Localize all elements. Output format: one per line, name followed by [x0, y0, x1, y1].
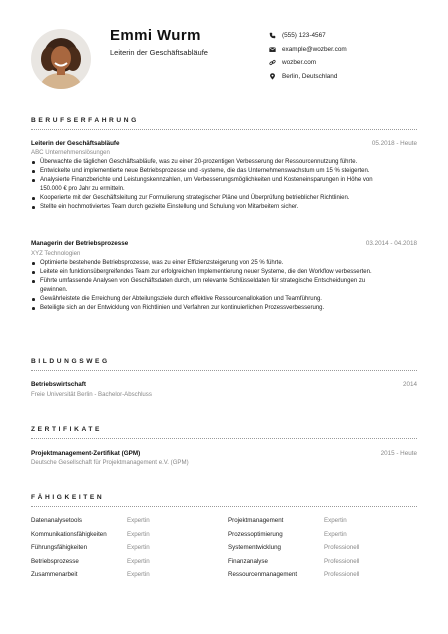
contact-website-text[interactable]: wozber.com	[282, 59, 317, 67]
experience-entry-1-company: ABC Unternehmenslösungen	[31, 149, 110, 156]
skill-name: Datenanalysetools	[31, 517, 82, 524]
skill-name: Finanzanalyse	[228, 558, 268, 565]
certificate-entry-title: Projektmanagement-Zertifikat (GPM)	[31, 450, 141, 457]
list-item: Stellte ein hochmotiviertes Team durch gezielte Einstellung und Schulung von Mitarbeitern sicher.	[31, 203, 391, 212]
certificates-heading: ZERTIFIKATE	[31, 426, 102, 433]
skill-level: Expertin	[127, 517, 150, 524]
experience-entry-2-date: 03.2014 - 04.2018	[365, 240, 417, 247]
list-item: Entwickelte und implementierte neue Betriebsprozesse und -systeme, die das Unternehmenswachstum um 15 % steigerten.	[31, 167, 391, 176]
list-item: Optimierte bestehende Betriebsprozesse, was zu einer Effizienzsteigerung von 25 % führte.	[31, 259, 391, 268]
candidate-name: Emmi Wurm	[110, 27, 201, 44]
education-divider	[31, 370, 417, 371]
list-item: Überwachte die täglichen Geschäftsabläufe, was zu einer 20-prozentigen Verbesserung der Ressourcennutzung führte.	[31, 158, 391, 167]
link-icon	[268, 59, 276, 67]
list-item: Beteiligte sich an der Entwicklung von Richtlinien und Verfahren zur kontinuierlichen Prozessverbesserung.	[31, 304, 391, 313]
list-item: Gewährleistete die Erreichung der Abteilungsziele durch effektive Ressourcenallokation und Teamführung.	[31, 295, 391, 304]
location-pin-icon	[268, 73, 276, 81]
experience-entry-1-header	[31, 140, 417, 147]
contact-location	[268, 70, 347, 84]
experience-entry-1-bullets	[31, 158, 391, 212]
experience-entry-2-title: Managerin der Betriebsprozesse	[31, 240, 129, 247]
experience-entry-2-bullets	[31, 259, 391, 313]
list-item: Analysierte Finanzberichte und Leistungskennzahlen, um Verbesserungsmöglichkeiten und Kosteneinsparungen in Höhe von 150.000 € pro Jahr zu ermitteln.	[31, 176, 391, 194]
list-item: Führte umfassende Analysen von Geschäftsdaten durch, um relevante Schlüsseldaten für strategische Entscheidungen zu gewinnen.	[31, 277, 391, 295]
experience-entry-1-date: 05.2018 - Heute	[371, 140, 417, 147]
contact-location-text: Berlin, Deutschland	[282, 73, 338, 81]
contact-phone	[268, 29, 347, 43]
mail-icon	[268, 45, 276, 53]
contact-phone-text: (555) 123-4567	[282, 32, 326, 40]
contact-email[interactable]	[268, 43, 347, 57]
list-item: Leitete ein funktionsübergreifendes Team zur erfolgreichen Implementierung neuer Systeme, die den Workflow verbesserten.	[31, 268, 391, 277]
skill-level: Expertin	[127, 544, 150, 551]
skill-name: Projektmanagement	[228, 517, 284, 524]
contact-website[interactable]	[268, 56, 347, 70]
skill-name: Kommunikationsfähigkeiten	[31, 531, 107, 538]
experience-divider	[31, 129, 417, 130]
skill-level: Professionell	[324, 571, 360, 578]
skill-level: Expertin	[324, 517, 347, 524]
phone-icon	[268, 32, 276, 40]
skill-level: Expertin	[127, 558, 150, 565]
certificates-divider	[31, 438, 417, 439]
skill-name: Zusammenarbeit	[31, 571, 78, 578]
experience-entry-2-header	[31, 240, 417, 247]
education-heading: BILDUNGSWEG	[31, 358, 110, 365]
contact-list	[268, 29, 347, 83]
candidate-job-title: Leiterin der Geschäftsabläufe	[110, 48, 208, 57]
education-entry-date: 2014	[402, 381, 417, 388]
certificate-entry-header	[31, 450, 417, 457]
skill-name: Betriebsprozesse	[31, 558, 79, 565]
certificate-entry-date: 2015 - Heute	[380, 450, 417, 457]
skill-name: Prozessoptimierung	[228, 531, 283, 538]
skill-name: Ressourcenmanagement	[228, 571, 298, 578]
skill-level: Professionell	[324, 544, 360, 551]
skill-level: Professionell	[324, 558, 360, 565]
experience-heading: BERUFSERFAHRUNG	[31, 117, 139, 124]
skills-divider	[31, 506, 417, 507]
education-entry-header	[31, 381, 417, 388]
skill-level: Expertin	[127, 531, 150, 538]
skills-heading: FÄHIGKEITEN	[31, 494, 105, 501]
skill-name: Führungsfähigkeiten	[31, 544, 88, 551]
profile-photo	[31, 29, 91, 89]
skill-level: Expertin	[127, 571, 150, 578]
experience-entry-2-company: XYZ Technologien	[31, 250, 81, 257]
skill-name: Systementwicklung	[228, 544, 281, 551]
skill-level: Expertin	[324, 531, 347, 538]
list-item: Kooperierte mit der Geschäftsleitung zur Formulierung strategischer Pläne und Überprüfung betrieblicher Richtlinien.	[31, 194, 391, 203]
contact-email-text[interactable]: example@wozber.com	[282, 45, 347, 53]
education-entry-institution: Freie Universität Berlin - Bachelor-Abschluss	[31, 391, 152, 398]
experience-entry-1-title: Leiterin der Geschäftsabläufe	[31, 140, 120, 147]
education-entry-title: Betriebswirtschaft	[31, 381, 86, 388]
certificate-entry-issuer: Deutsche Gesellschaft für Projektmanagement e.V. (GPM)	[31, 459, 189, 466]
